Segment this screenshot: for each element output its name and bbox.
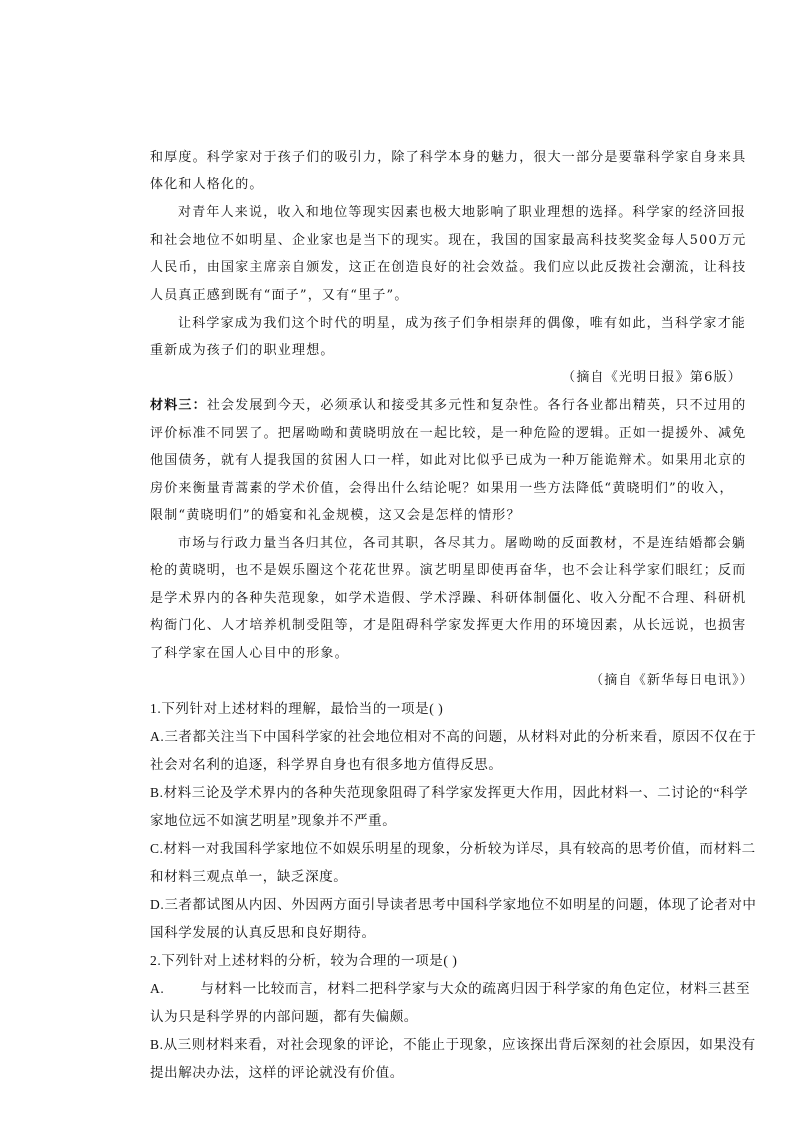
paragraph-line: 枪的黄晓明，也不是娱乐圈这个花花世界。演艺明星即使再奋华，也不会让科学家们眼红；反而 xyxy=(150,563,747,578)
option-b-cont: 家地位远不如演艺明星”现象并不严重。 xyxy=(150,813,397,828)
option-b: B.从三则材料来看，对社会现象的评论，不能止于现象，应该探出背后深刻的社会原因，如果没有 xyxy=(150,1037,756,1052)
paragraph-line: 是学术界内的各种失范现象，如学术造假、学术浮躁、科研体制僵化、收入分配不合理、科研机 xyxy=(150,591,747,606)
option-a xyxy=(150,981,750,997)
paragraph-line: 体化和人格化的。 xyxy=(150,177,264,192)
option-d-cont: 国科学发展的认真反思和良好期待。 xyxy=(150,925,376,940)
option-a-cont: 认为只是科学界的内部问题，都有失偏颇。 xyxy=(150,1009,418,1024)
source-citation: （摘自《光明日报》第6版） xyxy=(562,370,742,385)
paragraph-line: 让科学家成为我们这个时代的明星，成为孩子们争相崇拜的偶像，唯有如此，当科学家才能 xyxy=(178,316,747,331)
option-c: C.材料一对我国科学家地位不如娱乐明星的现象，分析较为详尽，具有较高的思考价值，而材料二 xyxy=(150,841,756,856)
option-b: B.材料三论及学术界内的各种失范现象阻碍了科学家发挥更大作用，因此材料一、二讨论的“科学 xyxy=(150,785,749,800)
paragraph-line: 重新成为孩子们的职业理想。 xyxy=(150,343,335,358)
option-c-cont: 和材料三观点单一，缺乏深度。 xyxy=(150,869,348,884)
paragraph-line: 了科学家在国人心目中的形象。 xyxy=(150,646,349,661)
option-a: A.三者都关注当下中国科学家的社会地位相对不高的问题，从材料对此的分析来看，原因不仅在于 xyxy=(150,729,757,744)
paragraph-line: 人员真正感到既有“面子”，又有“里子”。 xyxy=(150,288,409,303)
paragraph-line: 和厚度。科学家对于孩子们的吸引力，除了科学本身的魅力，很大一部分是要靠科学家自身来具 xyxy=(150,150,747,165)
paragraph-line: 和社会地位不如明星、企业家也是当下的现实。现在，我国的国家最高科技奖奖金每人500万元 xyxy=(150,233,747,248)
option-a-cont: 社会对名利的追逐，科学界自身也有很多地方值得反思。 xyxy=(150,757,503,772)
question-stem: 2.下列针对上述材料的分析，较为合理的一项是( ) xyxy=(150,953,458,968)
paragraph-line: 市场与行政力量当各归其位，各司其职，各尽其力。屠呦呦的反面教材，不是连结婚都会躺 xyxy=(178,536,747,551)
option-text: 与材料一比较而言，材料二把科学家与大众的疏离归因于科学家的角色定位，材料三甚至 xyxy=(200,981,751,996)
paragraph-line: 人民币，由国家主席亲自颁发，这正在创造良好的社会效益。我们应以此反拨社会潮流，让科技 xyxy=(150,260,747,275)
paragraph-line: 他国债务，就有人提我国的贫困人口一样，如此对比似乎已成为一种万能诡辩术。如果用北京的 xyxy=(150,453,747,468)
question-stem: 1.下列针对上述材料的理解，最恰当的一项是( ) xyxy=(150,701,444,716)
paragraph-line: 限制“黄晓明们”的婚宴和礼金规模，这又会是怎样的情形？ xyxy=(150,508,521,523)
option-letter: A. xyxy=(150,981,165,996)
paragraph-line: 构衙门化、人才培养机制受阻等，才是阻碍科学家发挥更大作用的环境因素，从长远说，也损害 xyxy=(150,618,747,633)
material-label: 材料三： xyxy=(150,398,207,413)
paragraph-line: 房价来衡量青蒿素的学术价值，会得出什么结论呢？如果用一些方法降低“黄晓明们”的收入， xyxy=(150,481,734,496)
source-citation: （摘自《新华每日电讯》） xyxy=(590,673,754,688)
option-b-cont: 提出解决办法，这样的评论就没有价值。 xyxy=(150,1065,404,1080)
option-d: D.三者都试图从内因、外因两方面引导读者思考中国科学家地位不如明星的问题，体现了论者对中 xyxy=(150,897,757,912)
paragraph-text: 社会发展到今天，必须承认和接受其多元性和复杂性。各行各业都出精英，只不过用的 xyxy=(206,398,747,413)
paragraph-line: 对青年人来说，收入和地位等现实因素也极大地影响了职业理想的选择。科学家的经济回报 xyxy=(178,205,747,220)
paragraph-line: 评价标准不同罢了。把屠呦呦和黄晓明放在一起比较，是一种危险的逻辑。正如一提援外、减免 xyxy=(150,426,747,441)
paragraph-line xyxy=(150,398,746,414)
